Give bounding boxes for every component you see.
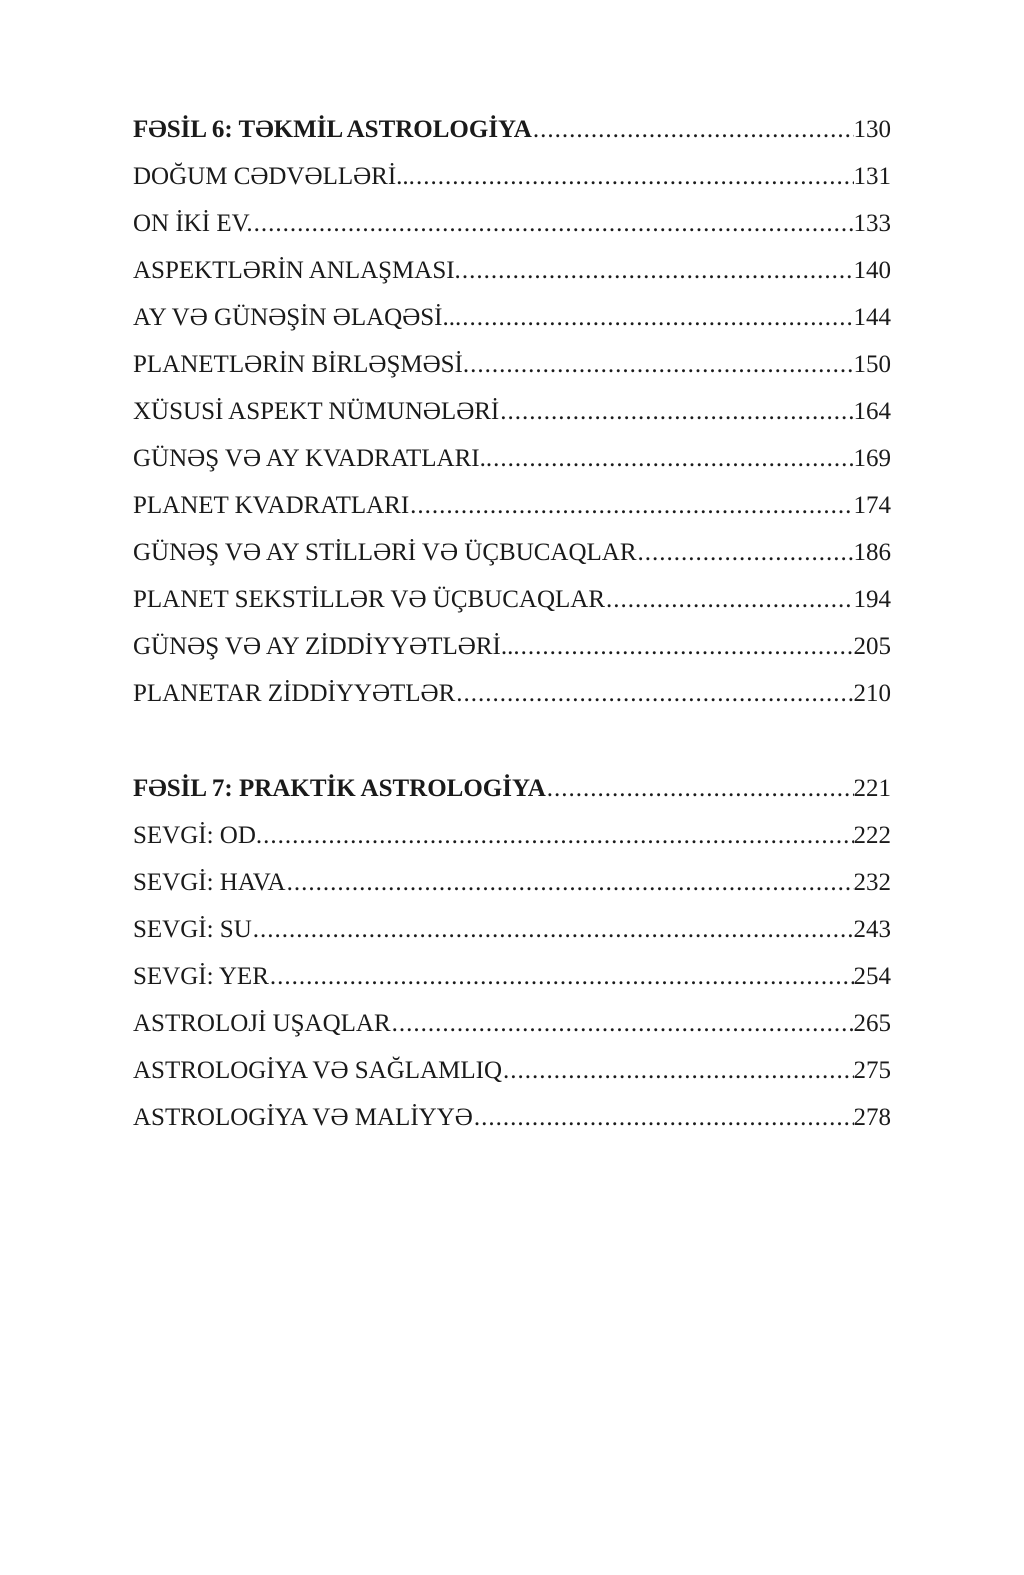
toc-dot-leader [532,106,854,153]
toc-page-number: 275 [853,1057,891,1084]
toc-entry-label: ASTROLOJİ UŞAQLAR [133,1010,391,1037]
toc-entry[interactable] [133,1047,891,1094]
toc-page-number: 221 [853,775,891,802]
toc-entry-label: PLANETAR ZİDDİYYƏTLƏR [133,680,456,707]
toc-section-chapter-6 [133,106,891,717]
toc-dot-leader [286,859,854,906]
toc-heading-label: FƏSİL 7: PRAKTİK ASTROLOGİYA [133,775,546,802]
toc-dot-leader [520,623,854,670]
toc-page-number: 133 [853,210,891,237]
toc-dot-leader [455,670,853,717]
toc-entry[interactable] [133,529,891,576]
toc-page-number: 194 [853,586,891,613]
toc-entry[interactable] [133,435,891,482]
toc-dot-leader [409,482,853,529]
toc-dot-leader [499,388,853,435]
toc-entry-label: GÜNƏŞ VƏ AY STİLLƏRİ VƏ ÜÇBUCAQLAR [133,539,637,566]
toc-entry-label: PLANET SEKSTİLLƏR VƏ ÜÇBUCAQLAR [133,586,606,613]
toc-entry-label: GÜNƏŞ VƏ AY KVADRATLARI.. [133,445,493,472]
toc-entry-label: AY VƏ GÜNƏŞİN ƏLAQƏSİ... [133,304,462,331]
toc-entry-label: DOĞUM CƏDVƏLLƏRİ... [133,163,415,190]
toc-page-number: 254 [853,963,891,990]
toc-entry[interactable] [133,482,891,529]
toc-entry[interactable] [133,247,891,294]
toc-page-number: 222 [853,822,891,849]
toc-page-number: 265 [853,1010,891,1037]
toc-dot-leader [473,1094,854,1141]
toc-dot-leader [253,200,854,247]
toc-page-number: 169 [853,445,891,472]
toc-entry-label: SEVGİ: HAVA [133,869,286,896]
toc-entry-label: PLANETLƏRİN BİRLƏŞMƏSİ. [133,351,470,378]
toc-dot-leader [415,153,854,200]
toc-page-number: 174 [853,492,891,519]
toc-entry[interactable] [133,153,891,200]
toc-entry[interactable] [133,670,891,717]
toc-page-number: 205 [853,633,891,660]
toc-entry-label: ASPEKTLƏRİN ANLAŞMASI. [133,257,461,284]
toc-dot-leader [605,576,853,623]
toc-section-chapter-7 [133,765,891,1141]
toc-entry-label: SEVGİ: OD. [133,822,263,849]
toc-entry[interactable] [133,341,891,388]
toc-entry[interactable] [133,953,891,1000]
toc-entry[interactable] [133,388,891,435]
toc-entry[interactable] [133,294,891,341]
toc-page-number: 144 [853,304,891,331]
toc-chapter-heading[interactable] [133,765,891,812]
toc-entry-label: ASTROLOGİYA VƏ MALİYYƏ [133,1104,473,1131]
toc-entry[interactable] [133,623,891,670]
toc-chapter-heading[interactable] [133,106,891,153]
toc-dot-leader [546,765,854,812]
toc-entry[interactable] [133,576,891,623]
toc-page-number: 140 [853,257,891,284]
toc-dot-leader [252,906,854,953]
toc-entry-label: SEVGİ: SU [133,916,252,943]
toc-page-number: 232 [853,869,891,896]
toc-page-number: 243 [853,916,891,943]
toc-page-number: 130 [853,116,891,143]
toc-dot-leader [502,1047,854,1094]
toc-dot-leader [461,294,853,341]
table-of-contents [133,106,891,1141]
toc-entry-label: SEVGİ: YER [133,963,269,990]
toc-page-number: 131 [853,163,891,190]
toc-entry[interactable] [133,1094,891,1141]
toc-dot-leader [637,529,854,576]
toc-entry-label: GÜNƏŞ VƏ AY ZİDDİYYƏTLƏRİ... [133,633,520,660]
toc-heading-label: FƏSİL 6: TƏKMİL ASTROLOGİYA [133,116,532,143]
toc-page-number: 210 [853,680,891,707]
toc-entry[interactable] [133,200,891,247]
toc-page-number: 278 [853,1104,891,1131]
toc-dot-leader [391,1000,854,1047]
toc-dot-leader [469,341,853,388]
toc-entry-label: ASTROLOGİYA VƏ SAĞLAMLIQ [133,1057,502,1084]
toc-dot-leader [262,812,853,859]
toc-entry[interactable] [133,859,891,906]
toc-page-number: 164 [853,398,891,425]
toc-entry-label: PLANET KVADRATLARI [133,492,410,519]
toc-entry[interactable] [133,906,891,953]
toc-page-number: 186 [853,539,891,566]
toc-dot-leader [461,247,854,294]
toc-entry-label: XÜSUSİ ASPEKT NÜMUNƏLƏRİ [133,398,500,425]
toc-entry[interactable] [133,812,891,859]
toc-dot-leader [269,953,854,1000]
toc-dot-leader [492,435,853,482]
toc-entry-label: ON İKİ EV. [133,210,253,237]
toc-page-number: 150 [853,351,891,378]
toc-entry[interactable] [133,1000,891,1047]
